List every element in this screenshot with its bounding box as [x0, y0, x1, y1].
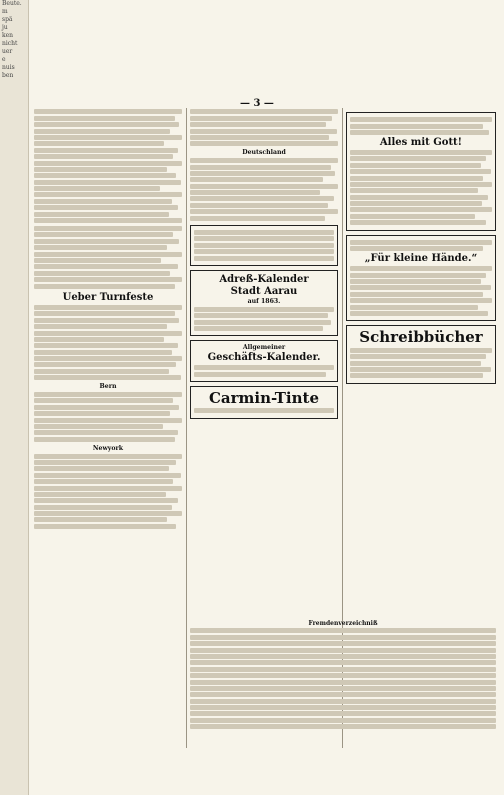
adress-kalender-title: Adreß-Kalender: [219, 274, 309, 285]
weather-table: [190, 225, 338, 266]
column-1: [34, 108, 182, 748]
article-heading-deutschland: Deutschland: [242, 149, 286, 157]
article-3: [34, 305, 182, 380]
fremdenverzeichnis: [190, 620, 496, 731]
carmin-tinte-ad: [190, 386, 338, 419]
adress-kalender-ad: [190, 270, 338, 336]
geschaefts-kalender-title: Geschäfts-Kalender.: [207, 351, 321, 363]
page-number: — 3 —: [240, 98, 274, 109]
carmin-tinte-title: Carmin-Tinte: [208, 388, 320, 407]
notice-heading-2: Bern: [99, 383, 117, 391]
alles-mit-gott-ad: [346, 112, 496, 231]
notice-heading-1: Ueber Turnfeste: [62, 291, 154, 303]
article-5: [34, 454, 182, 529]
schreibbuecher-title: Schreibbücher: [359, 328, 483, 347]
geschaefts-kalender-kicker: Allgemeiner: [242, 344, 286, 352]
adress-kalender-year: auf 1863.: [247, 298, 281, 305]
article-7: [190, 158, 338, 221]
fuer-kleine-haende-title: „Für kleine Hände.“: [364, 252, 478, 264]
column-rule-1: [186, 108, 187, 748]
article-6: [190, 109, 338, 146]
article-1: [34, 109, 182, 223]
adress-kalender-city: Stadt Aarau: [230, 286, 298, 297]
article-2: [34, 226, 182, 289]
notice-heading-3: Newyork: [92, 444, 124, 452]
fuer-kleine-haende-ad: [346, 235, 496, 322]
fremdenverzeichnis-title: Fremdenverzeichniß: [308, 620, 378, 627]
alles-mit-gott-title: Alles mit Gott!: [379, 136, 463, 148]
facing-page-edge: Beute. m spä ju ken nicht uer e nuis ben: [0, 0, 29, 795]
geschaefts-kalender-ad: [190, 340, 338, 382]
article-4: [34, 392, 182, 442]
schreibbuecher-ad: [346, 325, 496, 383]
